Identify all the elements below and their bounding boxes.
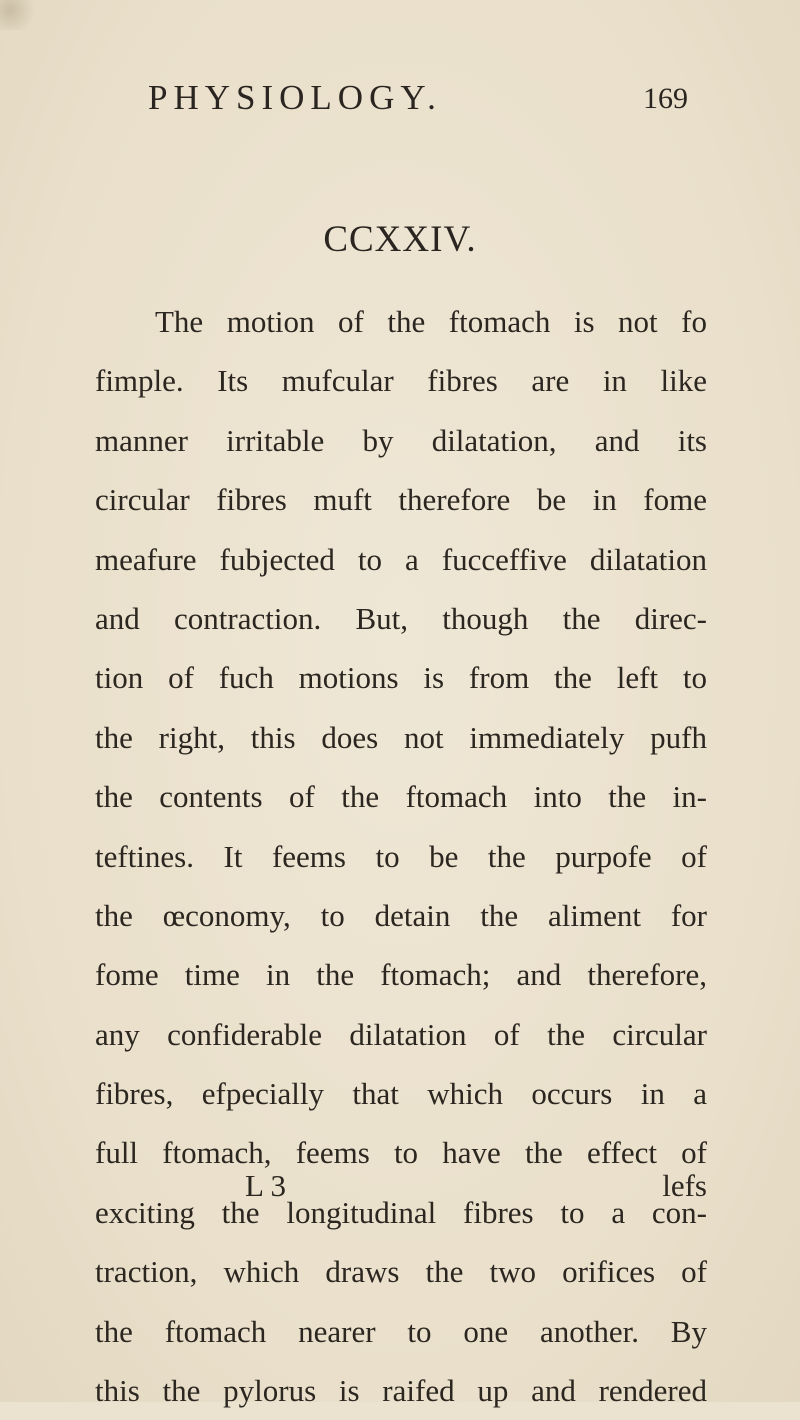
text-line: the right, this does not immediately pufh [95,719,707,755]
running-head [148,78,708,128]
page-stain [0,0,40,30]
paragraph [95,292,707,1420]
text-line: circular fibres muft therefore be in fome [95,482,707,518]
text-line: traction, which draws the two orifices of [95,1254,707,1290]
text-line: this the pylorus is raifed up and rendered [95,1373,707,1409]
catchword: lefs [662,1168,707,1203]
text-line: any confiderable dilatation of the circular [95,1016,707,1052]
text-line: exciting the longitudinal fibres to a con- [95,1194,707,1230]
footer-line [95,1168,707,1208]
text-line: the œconomy, to detain the aliment for [95,897,707,933]
signature-mark: L 3 [245,1168,287,1203]
text-line: and contraction. But, though the direc- [95,600,707,636]
running-head-title: PHYSIOLOGY. [148,78,442,117]
text-line: fibres, efpecially that which occurs in a [95,1076,707,1112]
text-line: the ftomach nearer to one another. By [95,1313,707,1349]
text-line: fome time in the ftomach; and therefore, [95,957,707,993]
section-heading: CCXXIV. [323,219,477,260]
text-line: meafure fubjected to a fucceffive dilatation [95,541,707,577]
text-line: tion of fuch motions is from the left to [95,660,707,696]
text-line: full ftomach, feems to have the effect of [95,1135,707,1171]
text-line: manner irritable by dilatation, and its [95,422,707,458]
page-number: 169 [643,82,688,115]
text-line: fimple. Its mufcular fibres are in like [95,363,707,399]
text-line: teftines. It feems to be the purpofe of [95,838,707,874]
text-line: The motion of the ftomach is not fo [155,304,707,339]
text-line: the contents of the ftomach into the in- [95,779,707,815]
